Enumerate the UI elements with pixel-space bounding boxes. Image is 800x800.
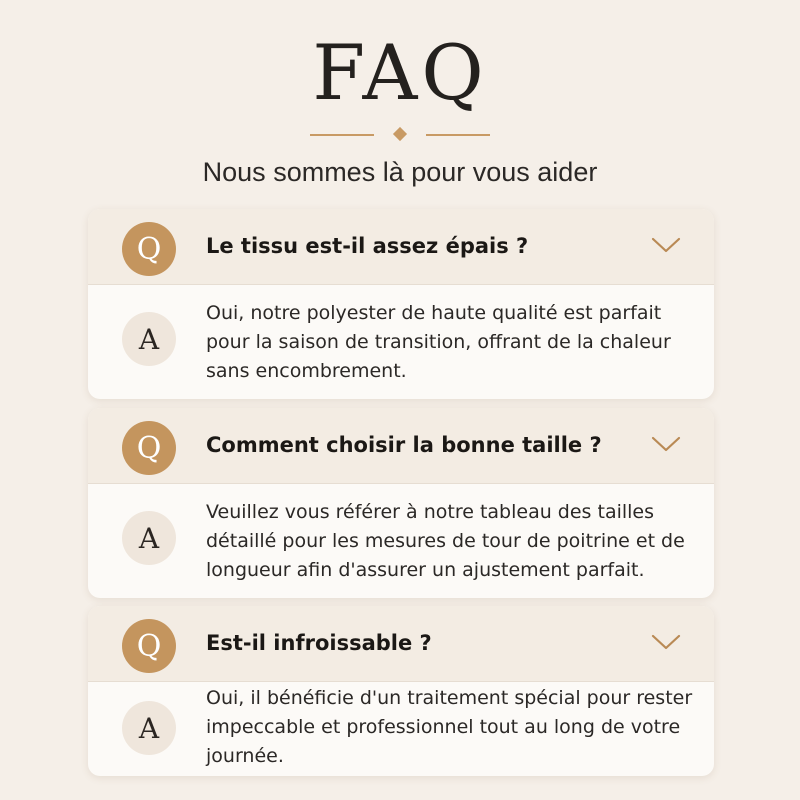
answer-badge: A <box>122 312 176 366</box>
faq-question-row[interactable] <box>88 209 714 285</box>
faq-question-text: Le tissu est-il assez épais ? <box>206 234 529 258</box>
faq-question-row[interactable] <box>88 408 714 484</box>
divider-line-left <box>310 134 374 136</box>
answer-badge: A <box>122 511 176 565</box>
question-badge: Q <box>122 619 176 673</box>
chevron-down-icon[interactable] <box>650 235 682 255</box>
faq-item-wrinkle <box>88 606 714 776</box>
diamond-ornament-icon <box>393 127 407 141</box>
faq-item-size <box>88 408 714 598</box>
divider-line-right <box>426 134 490 136</box>
chevron-down-icon[interactable] <box>650 632 682 652</box>
faq-answer-text: Veuillez vous référer à notre tableau des tailles détaillé pour les mesures de tour de poitrine et de longueur afin d'assurer un ajustement parfait. <box>206 501 685 581</box>
faq-answer-text: Oui, notre polyester de haute qualité est parfait pour la saison de transition, offrant de la chaleur sans encombrement. <box>206 302 671 382</box>
faq-question-text: Est-il infroissable ? <box>206 631 432 655</box>
faq-item-thickness <box>88 209 714 399</box>
answer-badge: A <box>122 701 176 755</box>
faq-question-row[interactable] <box>88 606 714 682</box>
page-title: FAQ <box>312 28 488 117</box>
page-subtitle: Nous sommes là pour vous aider <box>202 157 598 187</box>
question-badge: Q <box>122 421 176 475</box>
faq-header <box>0 0 800 200</box>
question-badge: Q <box>122 222 176 276</box>
chevron-down-icon[interactable] <box>650 434 682 454</box>
faq-answer-text: Oui, il bénéficie d'un traitement spécial pour rester impeccable et professionnel tout au long de votre journée. <box>206 687 693 767</box>
faq-question-text: Comment choisir la bonne taille ? <box>206 433 602 457</box>
title-divider <box>310 127 490 141</box>
